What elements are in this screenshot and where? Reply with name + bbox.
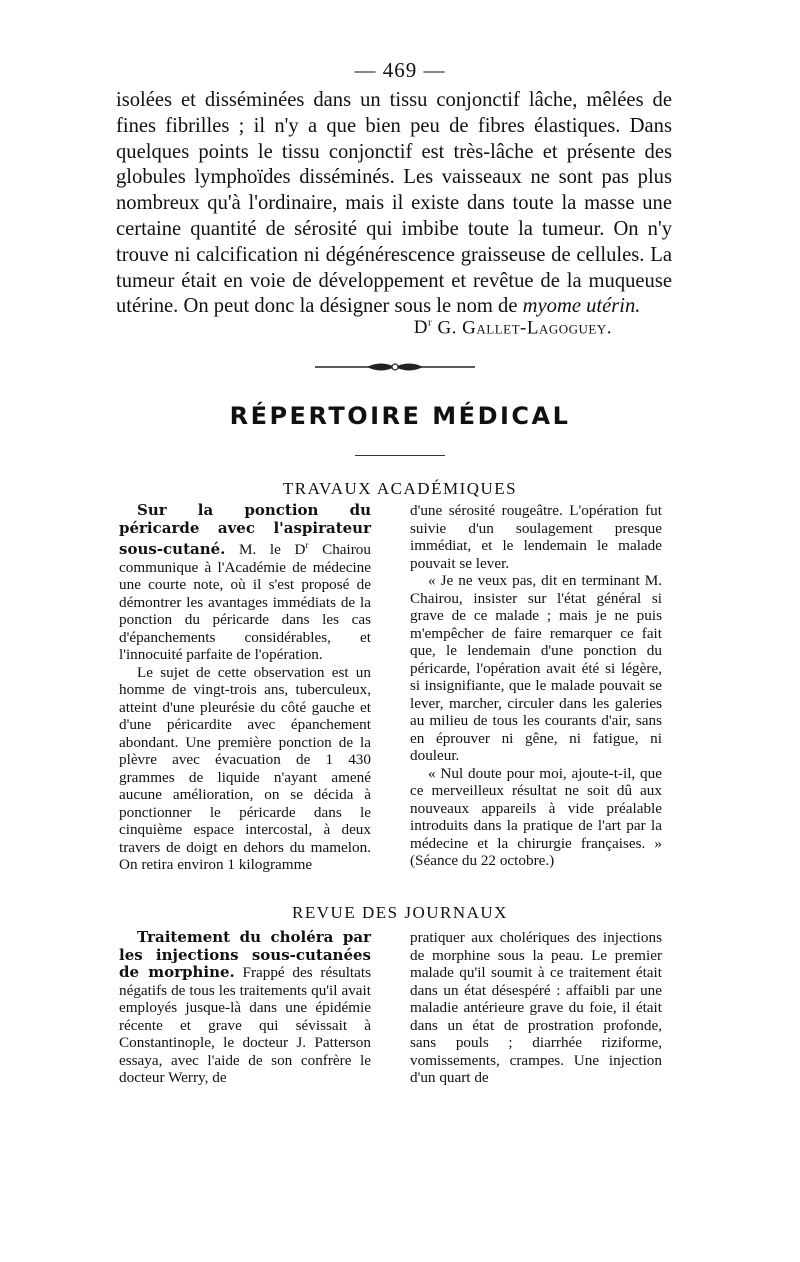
author-signature	[116, 317, 612, 339]
journals-heading: REVUE DES JOURNAUX	[292, 903, 508, 922]
journals-column-right	[410, 929, 662, 1087]
ornament-divider-icon	[315, 360, 475, 374]
section-rule	[355, 455, 445, 456]
academic-paragraph-3: d'une sérosité rougeâtre. L'opération fut suivie d'un soulagement presque immédiat, et le lendemain le malade pouvait se lever.	[410, 502, 662, 572]
journals-column-left	[119, 929, 371, 1087]
signature-title: $D^r$	[413, 317, 433, 339]
signature-name: G. Gallet-Lagoguey.	[437, 317, 612, 339]
academic-paragraph-1: Sur la ponction du péricarde avec l'aspirateur sous-cutané. M. le $D^r$ Chairou communique à l'Académie de médecine une courte note, où il s'est proposé de démontrer les avantages immédiats de la ponction du péricarde dans les cas d'épanchements considérables, et l'innocuité parfaite de l'opération.	[119, 501, 371, 664]
intro-paragraph-block	[116, 88, 672, 320]
section-title: RÉPERTOIRE MÉDICAL	[229, 402, 571, 430]
academic-paragraph-2: Le sujet de cette observation est un homme de vingt-trois ans, tuberculeux, atteint d'une pleurésie du côté gauche et d'une péricardite avec épanchement abondant. Une première ponction de la plèvre avec évacuation de 1 430 grammes de liquide n'ayant amené aucune amélioration, on se décida à ponctionner le péricarde dans le cinquième espace intercostal, à deux travers de doigt en dehors du mamelon. On retira environ 1 kilogramme	[119, 663, 371, 874]
academic-column-right	[410, 502, 662, 870]
page-number: — 469 —	[354, 58, 446, 82]
journals-paragraph-2: pratiquer aux cholériques des injections de morphine sous la peau. Le premier malade qu'il soumit à ce traitement était dans un état désespéré : affaibli par une maladie antérieure grave du foie, il était dans un état de prostration profonde, sans pouls ; diarrhée riziforme, vomissements, crampes. Une injection d'un quart de	[410, 929, 662, 1086]
intro-emphasis: myome utérin.	[522, 295, 641, 318]
intro-paragraph	[116, 88, 672, 320]
academic-column-left	[119, 502, 371, 874]
journals-article-title: Traitement du choléra par les injections sous-cutanées de morphine.	[119, 928, 371, 981]
academic-paragraph-5: « Nul doute pour moi, ajoute-t-il, que ce merveilleux résultat ne soit dû aux nouveaux appareils à vide préalable introduits dans la pratique de l'art par la médecine et la chirurgie françaises. » (Séance du 22 octobre.)	[410, 764, 662, 869]
academic-heading: TRAVAUX ACADÉMIQUES	[282, 479, 518, 498]
intro-text: isolées et disséminées dans un tissu conjonctif lâche, mêlées de fines fibrilles ; il n'y a que bien peu de fibres élastiques. Dans quelques points le tissu conjonctif est très-lâche et présente des globules lymphoïdes disséminés. Les vaisseaux ne sont pas plus nombreux qu'à l'ordinaire, mais il existe dans toute la masse une certaine quantité de sérosité qui imbibe toute la tumeur. On n'y trouve ni calcification ni dégénérescence graisseuse de cellules. La tumeur était en voie de développement et revêtue de la muqueuse utérine. On peut donc la désigner sous le nom de	[116, 89, 672, 318]
journals-paragraph-1: Traitement du choléra par les injections sous-cutanées de morphine. Frappé des résultats négatifs de tous les traitements qu'il avait employés jusque-là dans une épidémie récente et grave qui sévissait à Constantinople, le docteur J. Patterson essaya, avec l'aide de son confrère le docteur Werry, de	[119, 928, 372, 1086]
academic-paragraph-4: « Je ne veux pas, dit en terminant M. Chairou, insister sur l'état général si grave de ce malade ; mais je ne puis m'empêcher de faire remarquer ce fait que, le lendemain d'une ponction du péricarde, l'opération avait été si légère, si insignifiante, que le malade pouvait se lever, marcher, circuler dans les galeries au milieu de tous les courants d'air, sans en éprouver ni gêne, ni fatigue, ni douleur.	[410, 572, 662, 764]
academic-article-title: Sur la ponction du péricarde avec l'aspirateur sous-cutané.	[119, 501, 371, 559]
